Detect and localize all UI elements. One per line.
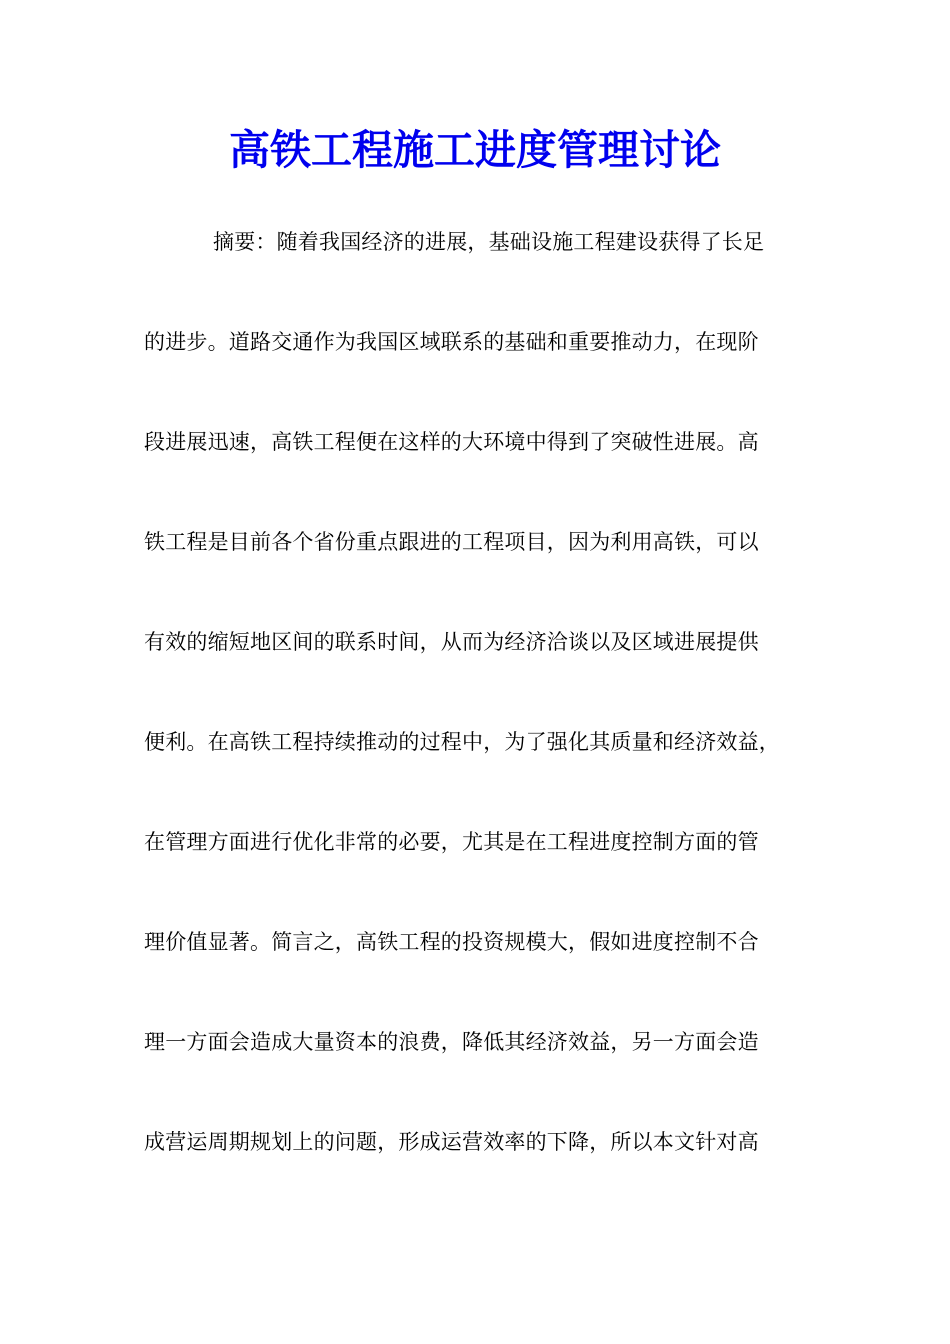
abstract-line-3: 段进展迅速，高铁工程便在这样的大环境中得到了突破性进展。高 (144, 430, 759, 454)
abstract-line-4: 铁工程是目前各个省份重点跟进的工程项目，因为利用高铁，可以 (144, 530, 759, 554)
abstract-line-5: 有效的缩短地区间的联系时间，从而为经济洽谈以及区域进展提供 (144, 630, 759, 654)
abstract-line-2: 的进步。道路交通作为我国区域联系的基础和重要推动力，在现阶 (144, 330, 759, 354)
abstract-line-8: 理价值显著。简言之，高铁工程的投资规模大，假如进度控制不合 (144, 930, 759, 954)
abstract-line-1: 摘要：随着我国经济的进展，基础设施工程建设获得了长足 (213, 230, 765, 254)
abstract-line-7: 在管理方面进行优化非常的必要，尤其是在工程进度控制方面的管 (144, 830, 759, 854)
abstract-line-10: 成营运周期规划上的问题，形成运营效率的下降，所以本文针对高 (144, 1130, 759, 1154)
abstract-line-6: 便利。在高铁工程持续推动的过程中，为了强化其质量和经济效益， (144, 730, 780, 754)
abstract-line-9: 理一方面会造成大量资本的浪费，降低其经济效益，另一方面会造 (144, 1030, 759, 1054)
document-title: 高铁工程施工进度管理讨论 (229, 126, 721, 174)
